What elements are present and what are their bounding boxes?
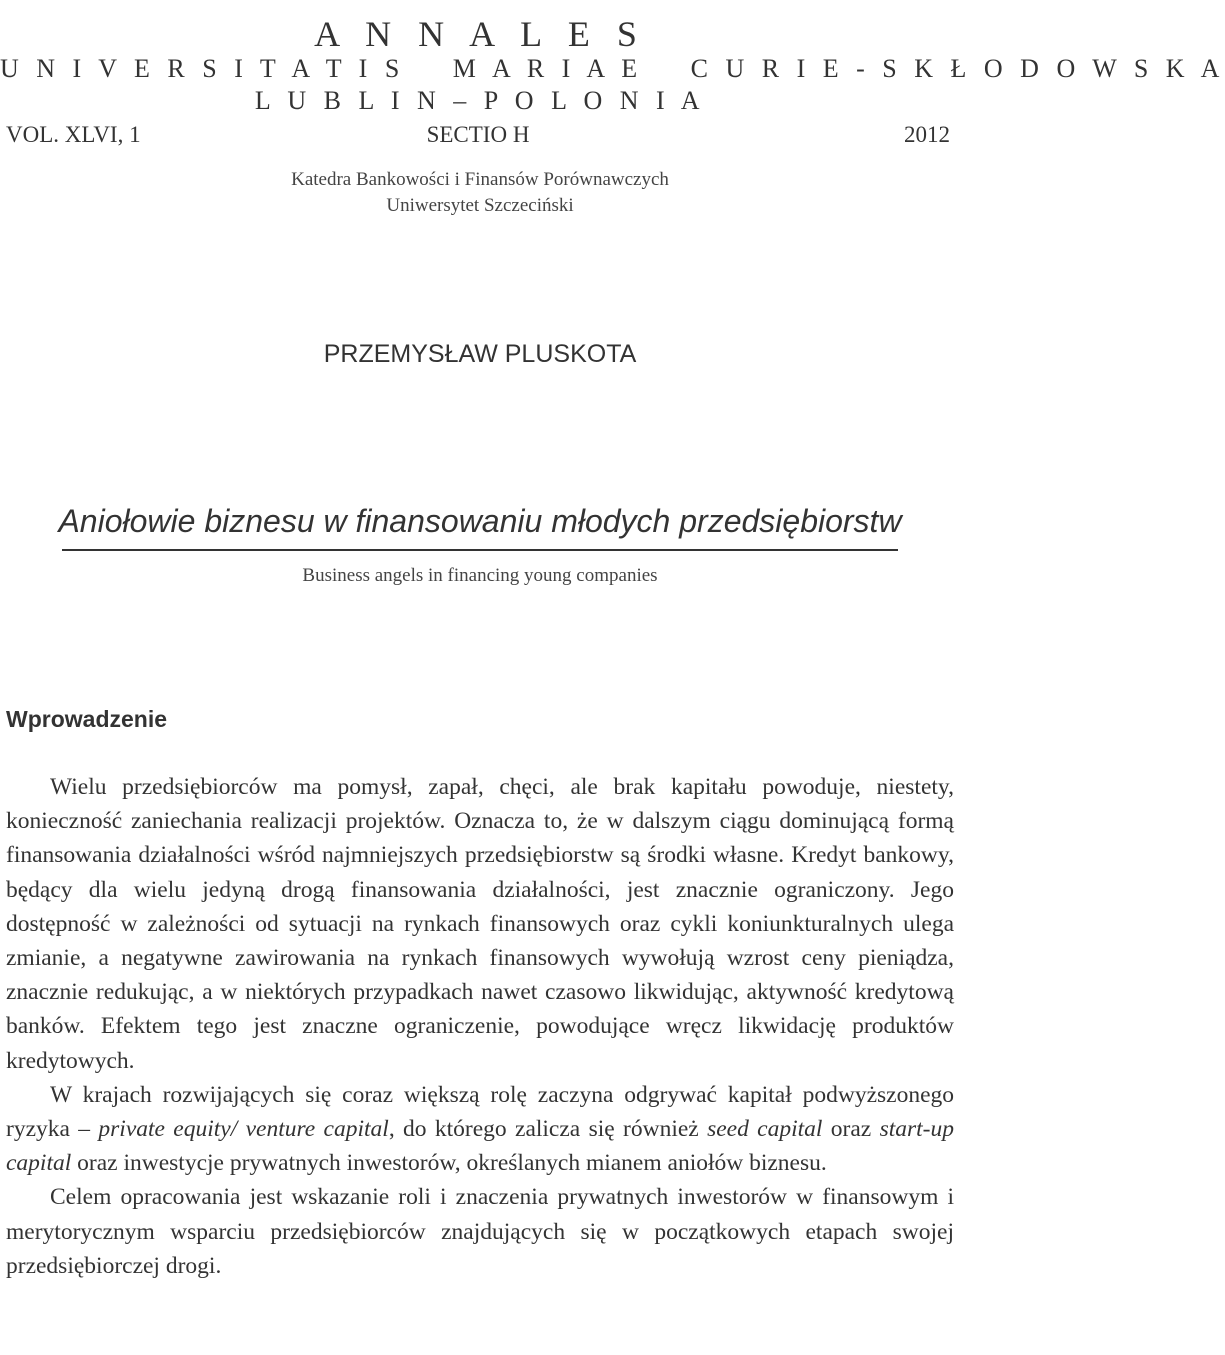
- paragraph-2-text: W krajach rozwijających się coraz większą rolę zaczyna odgrywać kapitał podwyższonego ryzyka –: [6, 1081, 954, 1143]
- paragraph-1: Wielu przedsiębiorców ma pomysł, zapał, chęci, ale brak kapitału powoduje, niestety, konieczność zaniechania realizacji projektów. Oznacza to, że w dalszym ciągu dominującą formą finansowania działalności wśród najmniejszych przedsiębiorstw są środki własne. Kredyt bankowy, będący dla wielu jedyną drogą finansowania działalności, jest znacznie ograniczony. Jego dostępność w zależności od sytuacji na rynkach finansowych oraz cykli koniunkturalnych ulega zmianie, a negatywne zawirowania na rynkach finansowych wywołują wzrost ceny pieniądza, znacznie redukując, a w niektórych przypadkach nawet czasowo likwidując, aktywność kredytową banków. Efektem tego jest znaczne ograniczenie, powodujące wręcz likwidację produktów kredytowych.: [6, 774, 954, 1074]
- paragraph-2: [6, 1078, 954, 1181]
- author-department: Katedra Bankowości i Finansów Porównawczych: [291, 169, 669, 190]
- publication-year: 2012: [904, 122, 950, 147]
- journal-series-title: A N N A L E S: [314, 14, 646, 54]
- term-seed-capital: seed capital: [707, 1116, 823, 1143]
- volume-number: VOL. XLVI, 1: [6, 122, 141, 147]
- term-start-up-capital: start-up capital: [6, 1116, 955, 1177]
- volume-row: [6, 120, 950, 150]
- title-divider: [62, 549, 898, 551]
- section-heading: Wprowadzenie: [6, 706, 168, 732]
- university-name: U N I V E R S I T A T I S M A R I A E C U R I E - S K Ł O D O W S K A: [0, 54, 1225, 83]
- paper-title: Aniołowie biznesu w finansowaniu młodych przedsiębiorstw: [58, 503, 902, 539]
- paragraph-2-text: , do którego zalicza się również: [388, 1116, 708, 1143]
- paragraph-2-text: oraz inwestycje prywatnych inwestorów, określanych mianem aniołów biznesu.: [71, 1150, 827, 1177]
- author-name: PRZEMYSŁAW PLUSKOTA: [323, 340, 637, 368]
- article-body: [6, 770, 954, 1283]
- section-label: SECTIO H: [426, 122, 530, 147]
- journal-location: L U B L I N – P O L O N I A: [254, 86, 706, 115]
- paragraph-2-text: oraz: [822, 1116, 880, 1143]
- term-private-equity: private equity/ venture capital: [98, 1116, 389, 1143]
- paragraph-3: Celem opracowania jest wskazanie roli i znaczenia prywatnych inwestorów w finansowym i merytorycznym wsparciu przedsiębiorców znajdujących się w początkowych etapach swojej przedsiębiorczej drogi.: [6, 1184, 954, 1279]
- paper-subtitle-english: Business angels in financing young companies: [302, 565, 658, 586]
- author-university: Uniwersytet Szczeciński: [386, 195, 574, 216]
